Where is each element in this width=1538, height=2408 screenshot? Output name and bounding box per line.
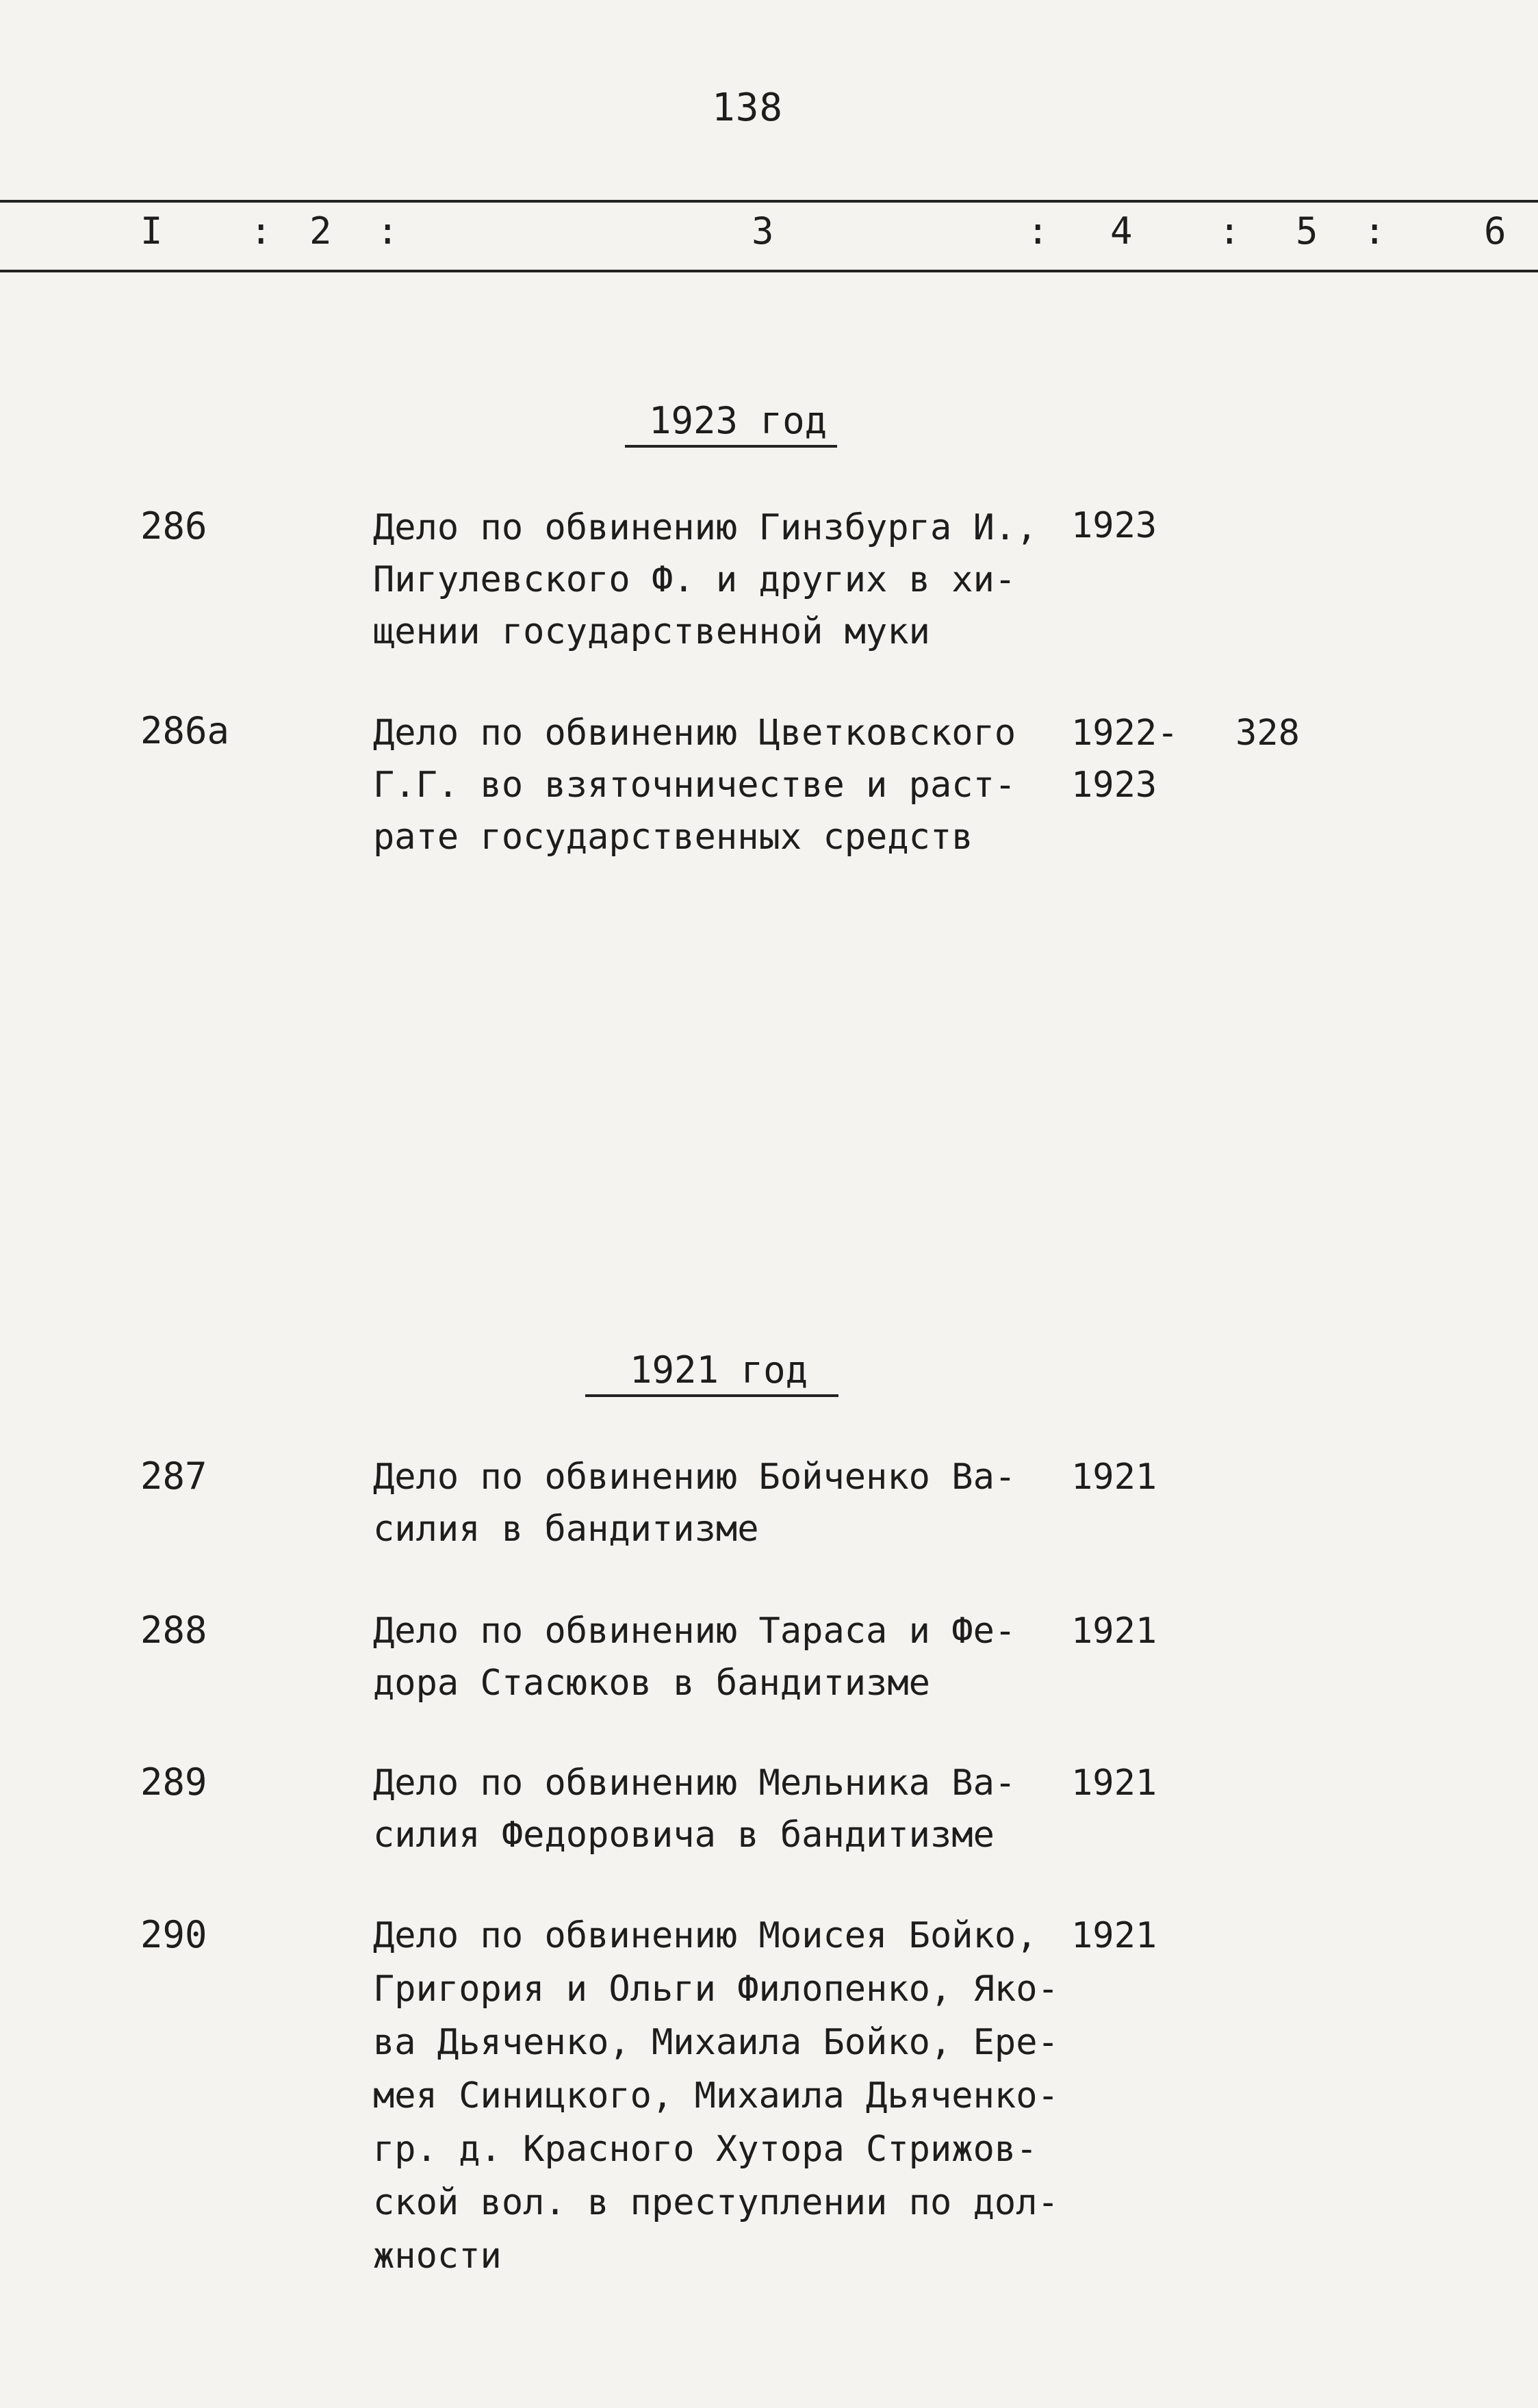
header-rule-bottom [0, 270, 1538, 272]
case-date: 1921 [1071, 1611, 1157, 1652]
case-title-line: Г.Г. во взяточничестве и раст- [373, 765, 1016, 806]
column-separator: : [1218, 209, 1241, 253]
case-title-line: жности [373, 2236, 502, 2277]
column-separator: : [376, 209, 399, 253]
case-title-line: силия в бандитизме [373, 1509, 759, 1550]
column-number-1: I [140, 209, 163, 253]
case-title-line: Дело по обвинению Цветковского [373, 713, 1016, 754]
column-number-3: 3 [752, 209, 774, 253]
case-number: 289 [140, 1760, 207, 1804]
page-number: 138 [712, 86, 784, 130]
case-title-line: Григория и Ольги Филопенко, Яко- [373, 1969, 1059, 2010]
column-number-2: 2 [309, 209, 332, 253]
case-date: 1923 [1071, 505, 1157, 546]
section-heading: 1921 год [630, 1348, 808, 1392]
section-heading: 1923 год [649, 399, 828, 442]
case-date: 1921 [1071, 1457, 1157, 1498]
column-separator: : [1027, 209, 1049, 253]
case-sheet-count: 328 [1235, 713, 1300, 754]
case-date: 1922- [1071, 713, 1179, 754]
case-number: 286 [140, 504, 207, 548]
case-date: 1921 [1071, 1915, 1157, 1956]
case-date: 1921 [1071, 1763, 1157, 1804]
case-date: 1923 [1071, 765, 1157, 806]
case-title-line: рате государственных средств [373, 817, 973, 858]
case-title-line: ва Дьяченко, Михаила Бойко, Ере- [373, 2022, 1059, 2063]
column-number-5: 5 [1296, 209, 1318, 253]
case-title-line: Дело по обвинению Моисея Бойко, [373, 1915, 1038, 1956]
case-title-line: Дело по обвинению Мельника Ва- [373, 1763, 1016, 1804]
column-number-6: 6 [1484, 209, 1507, 253]
case-title-line: Дело по обвинению Бойченко Ва- [373, 1457, 1016, 1498]
column-separator: : [1363, 209, 1386, 253]
case-number: 287 [140, 1455, 207, 1498]
column-number-4: 4 [1110, 209, 1133, 253]
case-number: 290 [140, 1913, 207, 1956]
column-separator: : [250, 209, 272, 253]
case-title-line: гр. д. Красного Хутора Стрижов- [373, 2129, 1038, 2170]
case-title-line: Пигулевского Ф. и других в хи- [373, 559, 1016, 600]
case-title-line: щении государственной муки [373, 611, 930, 652]
case-title-line: Дело по обвинению Гинзбурга И., [373, 507, 1038, 548]
case-title-line: дора Стасюков в бандитизме [373, 1663, 930, 1704]
header-rule-top [0, 200, 1538, 203]
case-title-line: мея Синицкого, Михаила Дьяченко- [373, 2075, 1059, 2116]
case-title-line: Дело по обвинению Тараса и Фе- [373, 1611, 1016, 1652]
section-heading-underline [585, 1394, 838, 1397]
section-heading-underline [625, 445, 837, 448]
case-title-line: силия Федоровича в бандитизме [373, 1815, 995, 1856]
case-number: 288 [140, 1609, 207, 1652]
case-number: 286а [140, 709, 230, 752]
case-title-line: ской вол. в преступлении по дол- [373, 2182, 1059, 2223]
